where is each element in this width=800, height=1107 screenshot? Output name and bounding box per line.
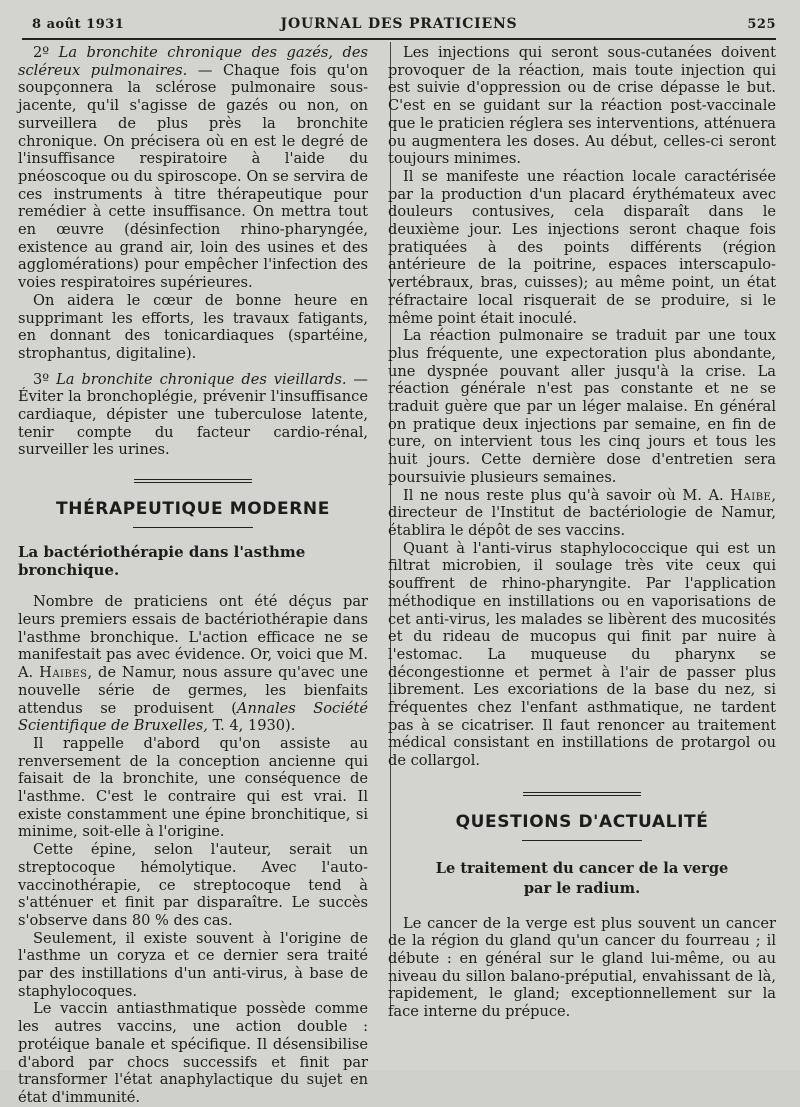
section-title: THÉRAPEUTIQUE MODERNE: [56, 499, 330, 520]
author-name: Haibe: [730, 486, 772, 504]
paragraph-text: Il ne nous reste plus qu'à savoir où M. A.: [403, 486, 731, 504]
section-title: QUESTIONS D'ACTUALITÉ: [455, 811, 709, 832]
paragraph: [18, 44, 368, 292]
page-header: [22, 14, 776, 38]
paragraph: Il se manifeste une réaction locale caractérisée par la production d'un placard érythémateux avec douleurs contusives, cela disparaît dans le deuxième jour. Les injections seront chaque fois pratiquées à des points différents (région antérieure de la poitrine, espaces interscapulo-vertébraux, bras, cuisses); au même point, un état réfractaire local risquerait de se produire, si le même point était inoculé.: [388, 167, 776, 327]
paragraph: [18, 593, 368, 735]
author-name: Haibes: [39, 664, 88, 682]
paragraph: Les injections qui seront sous-cutanées doivent provoquer de la réaction, mais toute injection qui est suivie d'oppression ou de crise dépasse le but. C'est en se guidant sur la réaction post-vaccinale que le praticien réglera ses interventions, atténuera ou augmentera les doses. Au début, celles-ci seront toujours minimes.: [388, 44, 776, 168]
item-title: La bronchite chronique des gazés, des scléreux pulmonaires.: [18, 44, 368, 79]
paragraph-text: , de Namur, nous assure qu'avec une nouvelle série de germes, les bienfaits attendus se produisent (: [18, 664, 368, 717]
article-title-line: Le traitement du cancer de la verge: [435, 859, 729, 877]
paragraph: Le vaccin antiasthmatique possède comme les autres vaccins, une action double : protéique banale et spécifique. Il désensibilise d'abord par chocs successifs et finit par transformer l'état anaphylactique du sujet en état d'immunité.: [18, 1000, 368, 1106]
item-title: La bronchite chronique des vieillards.: [56, 370, 347, 388]
paragraph: Quant à l'anti-virus staphylococcique qui est un filtrat microbien, il soulage très vite ceux qui souffrent de rhino-pharyngite. Par l'application méthodique en instillations ou en vaporisations de cet anti-virus, les malades se libèrent des mucosités et du rideau de mucopus qui finit par nuire à l'estomac. La muqueuse du pharynx se décongestionne et permet à l'air de passer plus librement. Les excoriations de la base du nez, si fréquentes chez l'enfant asthmatique, ne tardent pas à se cicatriser. Il faut renoncer au traitement médical consistant en instillations de protargol ou de collargol.: [388, 539, 776, 770]
paragraph: On aidera le cœur de bonne heure en supprimant les efforts, les travaux fatigants, en donnant des tonicardiaques (spartéine, strophantus, digitaline).: [18, 291, 368, 362]
article-title: La bactériothérapie dans l'asthme bronchique.: [18, 542, 306, 579]
paragraph: Le cancer de la verge est plus souvent un cancer de la région du gland qu'un cancer du fourreau ; il débute : en général sur le gland lui-même, ou au niveau du sillon balano-préputial, envahissant de là, rapidement, le gland; exceptionnellement sur la face interne du prépuce.: [388, 914, 776, 1021]
paragraph: Seulement, il existe souvent à l'origine de l'asthme un coryza et ce dernier sera traité par des instillations d'un anti-virus, à base de staphylocoques.: [18, 929, 368, 1000]
item-text: — Chaque fois qu'on soupçonnera la sclérose pulmonaire sous-jacente, qu'il s'agisse de gazés ou non, on surveillera de plus près la bronchite chronique. On précisera où en est le degré de l'insuffisance respiratoire à l'aide du pnéoscoque ou du spiroscope. On se servira de ces instruments à titre thérapeutique pour remédier à cette insuffisance. On mettra tout en œuvre (désinfection rhino-pharyngée, existence au grand air, loin des usines et des agglomérations) pour empêcher l'infection des voies respiratoires supérieures.: [18, 61, 368, 292]
section-divider: [523, 792, 641, 796]
header-page-number: 525: [747, 17, 776, 32]
journal-citation: Annales Société Scientifique de Bruxelles,: [18, 699, 368, 735]
item-number: 2º: [33, 44, 50, 61]
section-underline: [133, 527, 253, 528]
left-column: [18, 44, 368, 1107]
section-divider: [134, 479, 252, 483]
right-column: [388, 44, 776, 1021]
paragraph: [18, 371, 368, 460]
paragraph: La réaction pulmonaire se traduit par une toux plus fréquente, une expectoration plus abondante, une dyspnée pouvant aller jusqu'à la crise. La réaction générale n'est pas constante et ne se traduit guère que par un léger malaise. En général on pratique deux injections par semaine, en fin de cure, on intervient tous les cinq jours et tous les huit jours. Cette dernière dose d'entretien sera poursuivie plusieurs semaines.: [388, 327, 776, 486]
paragraph: [388, 487, 776, 540]
paragraph: Cette épine, selon l'auteur, serait un streptocoque hémolytique. Avec l'auto-vaccinothérapie, ce streptocoque tend à s'atténuer et finit par disparaître. Le succès s'observe dans 80 % des cas.: [18, 841, 368, 929]
article-title: [388, 859, 776, 899]
section-underline: [522, 840, 642, 841]
paragraph-text: Nombre de praticiens ont été déçus par leurs premiers essais de bactériothérapie dans l'asthme bronchique. L'action efficace ne se manifestait pas avec évidence. Or, voici que M. A.: [18, 593, 368, 682]
header-rule: [22, 38, 776, 40]
paragraph: Il rappelle d'abord qu'on assiste au renversement de la conception ancienne qui faisait de la bronchite, une conséquence de l'asthme. C'est le contraire qui est vrai. Il existe constamment une épine bronchitique, si minime, soit-elle à l'origine.: [18, 734, 368, 841]
item-number: 3º: [33, 370, 50, 388]
item-text: — Éviter la bronchoplégie, prévenir l'insuffisance cardiaque, dépister une tuberculose latente, tenir compte du facteur cardio-rénal, surveiller les urines.: [18, 370, 369, 459]
paragraph-text: T. 4, 1930).: [207, 717, 296, 735]
header-date: 8 août 1931: [32, 17, 125, 32]
article-title-line: par le radium.: [523, 879, 641, 897]
paragraph-text: , directeur de l'Institut de bactériologie de Namur, établira le dépôt de ses vaccins.: [388, 486, 776, 539]
header-journal-title: JOURNAL DES PRATICIENS: [280, 16, 518, 32]
